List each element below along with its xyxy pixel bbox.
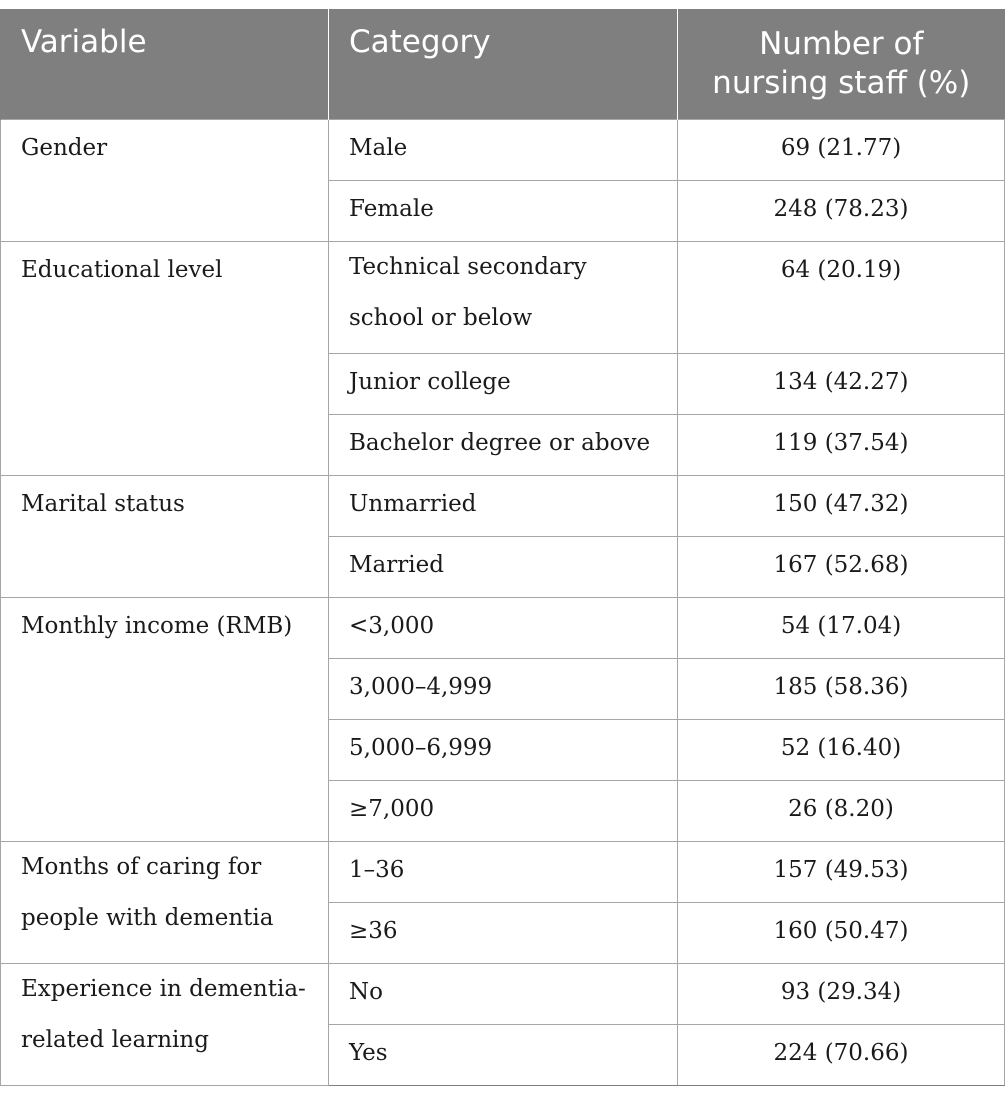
table-row bbox=[1, 241, 1005, 353]
category-cell: Junior college bbox=[329, 353, 678, 414]
category-cell: Female bbox=[329, 180, 678, 241]
category-cell: <3,000 bbox=[329, 597, 678, 658]
table-row bbox=[1, 963, 1005, 1024]
table-row bbox=[1, 597, 1005, 658]
number-cell: 248 (78.23) bbox=[678, 180, 1005, 241]
number-cell: 52 (16.40) bbox=[678, 719, 1005, 780]
category-cell: Bachelor degree or above bbox=[329, 414, 678, 475]
number-cell: 185 (58.36) bbox=[678, 658, 1005, 719]
number-cell: 64 (20.19) bbox=[678, 241, 1005, 353]
number-cell: 26 (8.20) bbox=[678, 780, 1005, 841]
category-cell: 5,000–6,999 bbox=[329, 719, 678, 780]
category-cell: Unmarried bbox=[329, 475, 678, 536]
table-row bbox=[1, 119, 1005, 180]
category-cell: No bbox=[329, 963, 678, 1024]
variable-cell: Experience in dementia-related learning bbox=[1, 963, 329, 1085]
number-cell: 150 (47.32) bbox=[678, 475, 1005, 536]
number-cell: 54 (17.04) bbox=[678, 597, 1005, 658]
header-variable: Variable bbox=[1, 9, 329, 119]
header-row bbox=[1, 9, 1005, 119]
category-cell: Married bbox=[329, 536, 678, 597]
table-row bbox=[1, 841, 1005, 902]
variable-cell: Marital status bbox=[1, 475, 329, 597]
number-cell: 157 (49.53) bbox=[678, 841, 1005, 902]
number-cell: 119 (37.54) bbox=[678, 414, 1005, 475]
variable-cell: Months of caring for people with dementia bbox=[1, 841, 329, 963]
category-cell: ≥36 bbox=[329, 902, 678, 963]
header-number: Number of nursing staff (%) bbox=[678, 9, 1005, 119]
category-cell: Technical secondary school or below bbox=[329, 241, 678, 353]
category-cell: Yes bbox=[329, 1024, 678, 1085]
number-cell: 224 (70.66) bbox=[678, 1024, 1005, 1085]
variable-cell: Educational level bbox=[1, 241, 329, 475]
category-cell: Male bbox=[329, 119, 678, 180]
number-cell: 93 (29.34) bbox=[678, 963, 1005, 1024]
category-cell: ≥7,000 bbox=[329, 780, 678, 841]
number-cell: 167 (52.68) bbox=[678, 536, 1005, 597]
number-cell: 134 (42.27) bbox=[678, 353, 1005, 414]
table-header bbox=[1, 9, 1005, 119]
demographics-table bbox=[0, 9, 1005, 1086]
number-cell: 69 (21.77) bbox=[678, 119, 1005, 180]
header-category: Category bbox=[329, 9, 678, 119]
variable-cell: Monthly income (RMB) bbox=[1, 597, 329, 841]
category-cell: 1–36 bbox=[329, 841, 678, 902]
table-row bbox=[1, 475, 1005, 536]
variable-cell: Gender bbox=[1, 119, 329, 241]
table-body bbox=[1, 119, 1005, 1085]
number-cell: 160 (50.47) bbox=[678, 902, 1005, 963]
category-cell: 3,000–4,999 bbox=[329, 658, 678, 719]
